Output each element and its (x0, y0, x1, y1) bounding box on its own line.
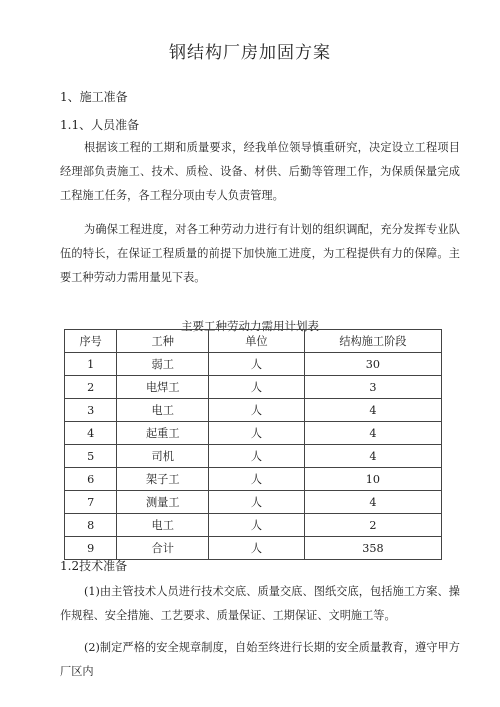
cell-trade: 弱工 (117, 353, 209, 376)
table-row (65, 468, 442, 491)
table-row (65, 422, 442, 445)
cell-index: 9 (65, 537, 117, 560)
header-cell-index: 序号 (65, 330, 117, 353)
table-header-row (65, 330, 442, 353)
table-row (65, 353, 442, 376)
cell-count: 2 (304, 514, 441, 537)
cell-count: 10 (304, 468, 441, 491)
cell-unit: 人 (209, 468, 305, 491)
cell-trade: 电焊工 (117, 376, 209, 399)
item-number: (1) (84, 585, 100, 598)
document-title: 钢结构厂房加固方案 (169, 43, 331, 63)
item-text: 制定严格的安全规章制度，自始至终进行长期的安全质量教育，遵守甲方厂区内 (60, 641, 460, 678)
cell-index: 7 (65, 491, 117, 514)
cell-index: 3 (65, 399, 117, 422)
cell-count: 4 (304, 399, 441, 422)
cell-unit: 人 (209, 422, 305, 445)
cell-unit: 人 (209, 445, 305, 468)
cell-count: 30 (304, 353, 441, 376)
cell-count: 4 (304, 491, 441, 514)
cell-unit: 人 (209, 514, 305, 537)
paragraph-personnel-text: 根据该工程的工期和质量要求，经我单位领导慎重研究，决定设立工程项目经理部负责施工、技术、质检、设备、材供、后勤等管理工作，为保质保量完成工程施工任务，各工程分项由专人负责管理。 (60, 141, 460, 202)
cell-index: 1 (65, 353, 117, 376)
table-row (65, 445, 442, 468)
cell-index: 5 (65, 445, 117, 468)
labor-plan-table (64, 329, 442, 560)
table-row (65, 376, 442, 399)
table-row (65, 491, 442, 514)
paragraph-technical-briefing (60, 580, 460, 628)
cell-trade: 电工 (117, 399, 209, 422)
cell-count: 4 (304, 445, 441, 468)
cell-count: 358 (304, 537, 441, 560)
cell-index: 8 (65, 514, 117, 537)
paragraph-labor-text: 为确保工程进度，对各工种劳动力进行有计划的组织调配，充分发挥专业队伍的特长，在保证工程质量的前提下加快施工进度，为工程提供有力的保障。主要工种劳动力需用量见下表。 (60, 223, 460, 284)
cell-trade: 电工 (117, 514, 209, 537)
item-number: (2) (84, 641, 100, 654)
header-cell-unit: 单位 (209, 330, 305, 353)
section-heading-construction-prep: 1、施工准备 (60, 90, 128, 104)
cell-unit: 人 (209, 353, 305, 376)
cell-index: 4 (65, 422, 117, 445)
table-row (65, 399, 442, 422)
cell-trade: 司机 (117, 445, 209, 468)
paragraph-labor (60, 218, 460, 290)
item-text: 由主管技术人员进行技术交底、质量交底、图纸交底，包括施工方案、操作规程、安全措施、工艺要求、质量保证、工期保证、文明施工等。 (60, 585, 460, 622)
section-heading-technical-prep: 1.2技术准备 (60, 559, 128, 573)
section-heading-personnel-prep: 1.1、人员准备 (60, 118, 140, 132)
paragraph-safety-rules-text (60, 636, 460, 684)
cell-trade: 架子工 (117, 468, 209, 491)
cell-trade: 测量工 (117, 491, 209, 514)
cell-unit: 人 (209, 399, 305, 422)
cell-unit: 人 (209, 376, 305, 399)
cell-index: 6 (65, 468, 117, 491)
table-caption: 主要工种劳动力需用计划表 (181, 319, 319, 333)
cell-count: 3 (304, 376, 441, 399)
cell-unit: 人 (209, 491, 305, 514)
cell-trade: 起重工 (117, 422, 209, 445)
header-cell-stage: 结构施工阶段 (304, 330, 441, 353)
paragraph-safety-rules (60, 636, 460, 684)
header-cell-trade: 工种 (117, 330, 209, 353)
paragraph-technical-briefing-text (60, 580, 460, 628)
cell-unit: 人 (209, 537, 305, 560)
cell-count: 4 (304, 422, 441, 445)
cell-index: 2 (65, 376, 117, 399)
paragraph-personnel (60, 136, 460, 208)
cell-trade: 合计 (117, 537, 209, 560)
table-row (65, 514, 442, 537)
